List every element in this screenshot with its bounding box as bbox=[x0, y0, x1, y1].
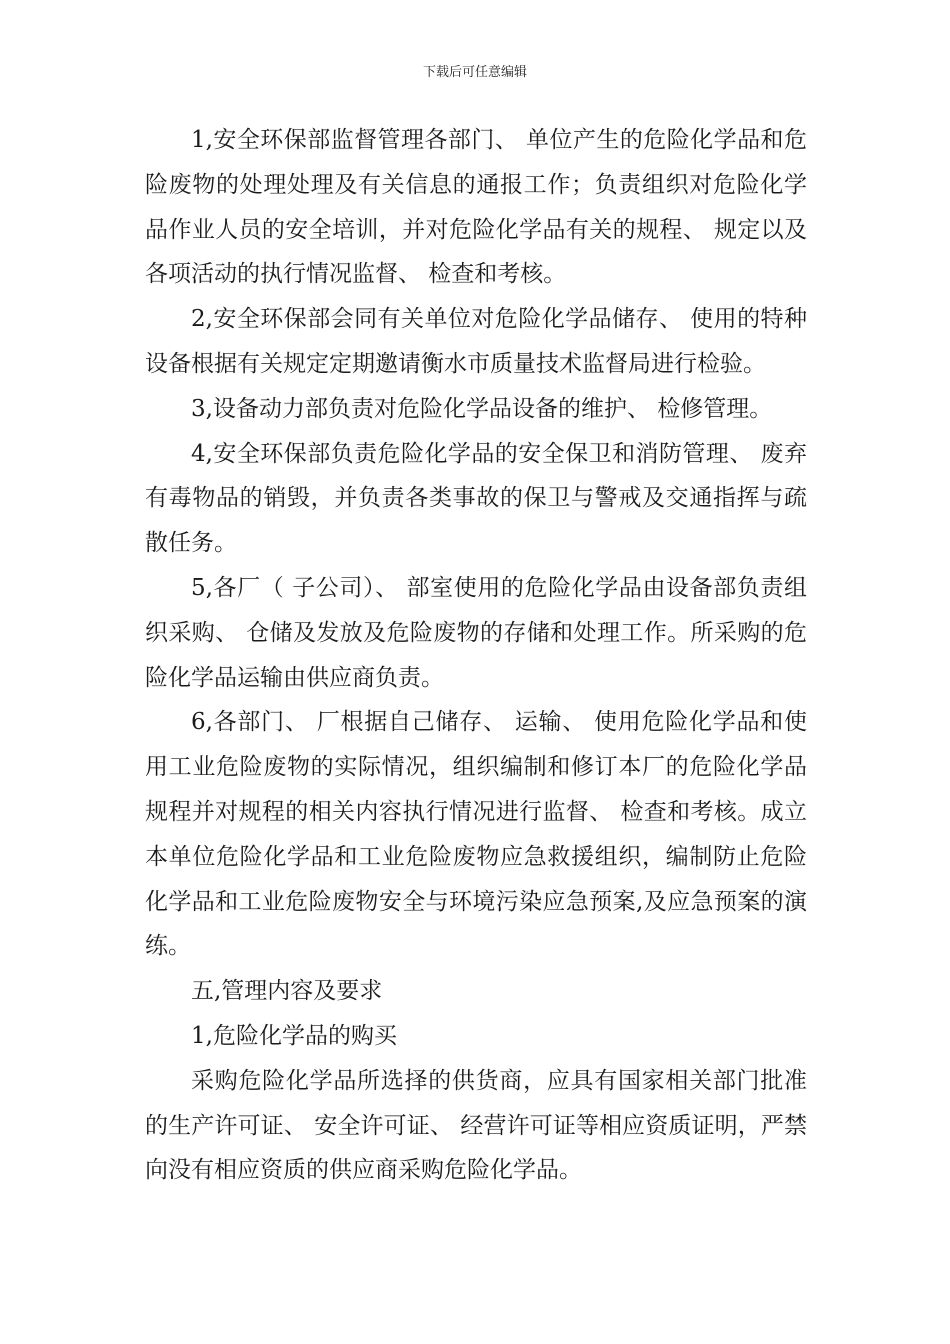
paragraph-responsibility-2: 2,安全环保部会同有关单位对危险化学品储存、 使用的特种设备根据有关规定定期邀请衡水市质量技术监督局进行检验。 bbox=[145, 306, 807, 377]
section-heading: 五,管理内容及要求 bbox=[191, 978, 383, 1005]
paragraph-purchase: 采购危险化学品所选择的供货商，应具有国家相关部门批准的生产许可证、 安全许可证、 经营许可证等相应资质证明，严禁向没有相应资质的供应商采购危险化学品。 bbox=[145, 1067, 807, 1184]
subsection-heading: 1,危险化学品的购买 bbox=[191, 1022, 397, 1049]
paragraph-responsibility-3: 3,设备动力部负责对危险化学品设备的维护、 检修管理。 bbox=[191, 395, 773, 422]
paragraph-responsibility-1: 1,安全环保部监督管理各部门、 单位产生的危险化学品和危险废物的处理处理及有关信息的通报工作；负责组织对危险化学品作业人员的安全培训，并对危险化学品有关的规程、 规定以及各项活动的执行情况监督、 检查和考核。 bbox=[145, 127, 807, 288]
paragraph-responsibility-6: 6,各部门、 厂根据自己储存、 运输、 使用危险化学品和使用工业危险废物的实际情况，组织编制和修订本厂的危险化学品规程并对规程的相关内容执行情况进行监督、 检查和考核。成立本单位危险化学品和工业危险废物应急救援组织，编制防止危险化学品和工业危险废物安全与环境污染应急预案,及应急预案的演练。 bbox=[145, 709, 807, 960]
paragraph-responsibility-5: 5,各厂（ 子公司）、 部室使用的危险化学品由设备部负责组织采购、 仓储及发放及危险废物的存储和处理工作。所采购的危险化学品运输由供应商负责。 bbox=[145, 574, 807, 691]
page-header: 下载后可任意编辑 bbox=[422, 65, 527, 80]
document-body bbox=[145, 118, 807, 1193]
paragraph-responsibility-4: 4,安全环保部负责危险化学品的安全保卫和消防管理、 废弃有毒物品的销毁，并负责各类事故的保卫与警戒及交通指挥与疏散任务。 bbox=[145, 440, 807, 557]
